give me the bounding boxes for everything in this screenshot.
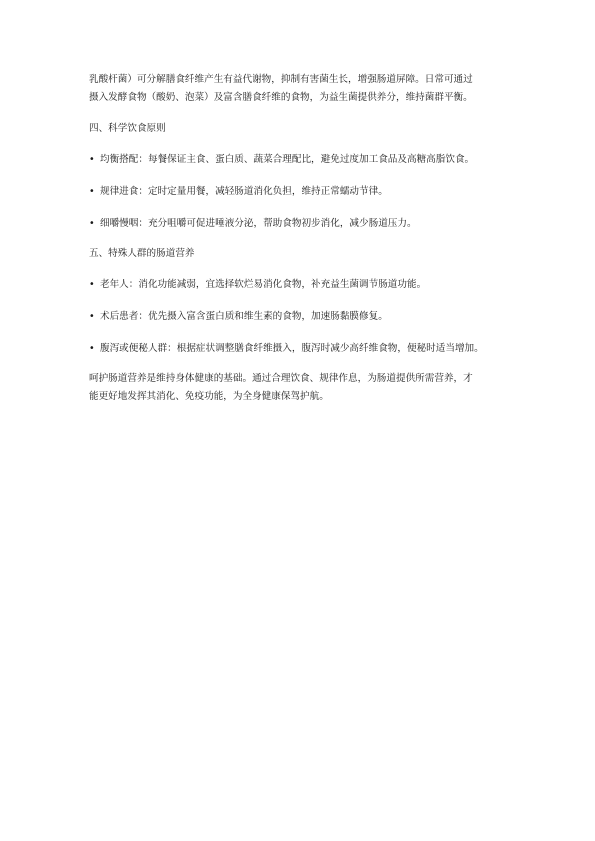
intro-line-2: 摄入发酵食物（酸奶、泡菜）及富含膳食纤维的食物，为益生菌提供养分，维持菌群平衡。 bbox=[89, 92, 473, 103]
bullet-icon: • bbox=[89, 279, 95, 290]
list-item bbox=[89, 151, 511, 169]
closing-line-1: 呵护肠道营养是维持身体健康的基础。通过合理饮食、规律作息，为肠道提供所需营养，才 bbox=[89, 373, 473, 384]
bullet-icon: • bbox=[89, 186, 95, 197]
list-item-text: 腹泻或便秘人群：根据症状调整膳食纤维摄入，腹泻时减少高纤维食物，便秘时适当增加。 bbox=[100, 343, 484, 354]
bullet-icon: • bbox=[89, 154, 95, 165]
list-item bbox=[89, 276, 511, 294]
list-item-text: 细嚼慢咽：充分咀嚼可促进唾液分泌，帮助食物初步消化，减少肠道压力。 bbox=[100, 218, 417, 229]
diet-principles-list bbox=[89, 151, 511, 233]
list-item-text: 均衡搭配：每餐保证主食、蛋白质、蔬菜合理配比，避免过度加工食品及高糖高脂饮食。 bbox=[100, 154, 475, 165]
list-item-text: 老年人：消化功能减弱，宜选择软烂易消化食物，补充益生菌调节肠道功能。 bbox=[100, 279, 427, 290]
bullet-icon: • bbox=[89, 343, 95, 354]
section-heading-special-groups: 五、特殊人群的肠道营养 bbox=[89, 248, 195, 259]
intro-line-1: 乳酸杆菌）可分解膳食纤维产生有益代谢物，抑制有害菌生长，增强肠道屏障。日常可通过 bbox=[89, 74, 473, 85]
closing-line-2: 能更好地发挥其消化、免疫功能，为全身健康保驾护航。 bbox=[89, 391, 329, 402]
list-item bbox=[89, 215, 511, 233]
bullet-icon: • bbox=[89, 218, 95, 229]
closing-paragraph bbox=[89, 370, 511, 406]
section-heading-diet-principles: 四、科学饮食原则 bbox=[89, 123, 166, 134]
list-item-text: 规律进食：定时定量用餐，减轻肠道消化负担，维持正常蠕动节律。 bbox=[100, 186, 388, 197]
list-item-text: 术后患者：优先摄入富含蛋白质和维生素的食物，加速肠黏膜修复。 bbox=[100, 311, 388, 322]
special-groups-list bbox=[89, 276, 511, 358]
list-item bbox=[89, 308, 511, 326]
list-item bbox=[89, 340, 511, 358]
bullet-icon: • bbox=[89, 311, 95, 322]
list-item bbox=[89, 183, 511, 201]
intro-paragraph bbox=[89, 71, 511, 107]
